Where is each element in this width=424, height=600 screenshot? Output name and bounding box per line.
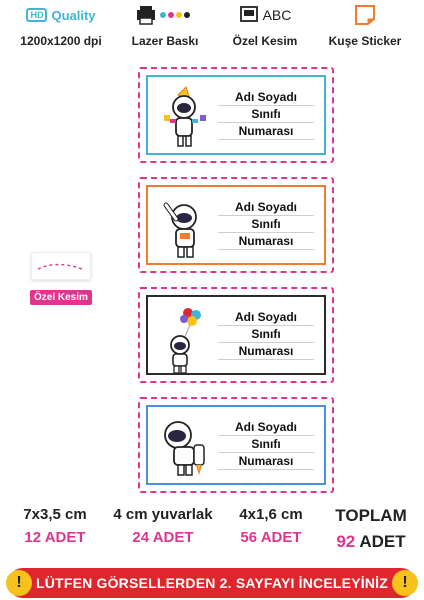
summary-count: 24 ADET bbox=[132, 529, 194, 546]
summary-size: 7x3,5 cm bbox=[23, 506, 87, 523]
field-number: Numarası bbox=[218, 233, 314, 250]
astronaut-party-icon bbox=[158, 85, 214, 155]
feature-label: Kuşe Sticker bbox=[328, 34, 402, 48]
warning-banner bbox=[8, 568, 416, 598]
sticker-card-2 bbox=[138, 177, 334, 273]
sticker-frame bbox=[146, 405, 326, 485]
field-lines bbox=[218, 199, 314, 250]
mini-cut-sample bbox=[31, 252, 91, 280]
field-number: Numarası bbox=[218, 123, 314, 140]
field-class: Sınıfı bbox=[218, 326, 314, 343]
field-name: Adı Soyadı bbox=[218, 89, 314, 106]
astronaut-rocket-icon bbox=[158, 415, 214, 485]
quality-title: Quality bbox=[51, 7, 96, 23]
custom-cut-badge: Özel Kesim bbox=[30, 290, 92, 305]
field-class: Sınıfı bbox=[218, 436, 314, 453]
dashed-cut-line-icon bbox=[32, 253, 90, 279]
feature-bar bbox=[0, 0, 424, 54]
field-number: Numarası bbox=[218, 453, 314, 470]
sticker-icon bbox=[312, 4, 418, 26]
summary-col-total bbox=[318, 506, 424, 552]
summary-size: 4x1,6 cm bbox=[239, 506, 303, 523]
feature-label: 1200x1200 dpi bbox=[20, 34, 102, 48]
feature-laser-print bbox=[112, 4, 218, 48]
warning-right-icon: ! bbox=[392, 570, 418, 596]
abc-cut-icon bbox=[212, 4, 318, 26]
sticker-card-4 bbox=[138, 397, 334, 493]
astronaut-balloons-icon bbox=[158, 305, 214, 375]
astronaut-dab-icon bbox=[158, 195, 214, 265]
sticker-frame bbox=[146, 75, 326, 155]
hd-badge: HD bbox=[26, 8, 47, 22]
summary-count: 56 ADET bbox=[240, 529, 302, 546]
summary-col-3 bbox=[218, 506, 324, 546]
field-lines bbox=[218, 89, 314, 140]
summary-row bbox=[0, 506, 424, 556]
field-class: Sınıfı bbox=[218, 106, 314, 123]
field-name: Adı Soyadı bbox=[218, 199, 314, 216]
field-lines bbox=[218, 419, 314, 470]
field-name: Adı Soyadı bbox=[218, 419, 314, 436]
field-class: Sınıfı bbox=[218, 216, 314, 233]
warning-text: LÜTFEN GÖRSELLERDEN 2. SAYFAYI İNCELEYİNİZ bbox=[36, 575, 388, 591]
hd-quality-icon bbox=[8, 4, 114, 26]
summary-col-2 bbox=[110, 506, 216, 546]
total-word: ADET bbox=[359, 532, 406, 551]
feature-label: Lazer Baskı bbox=[131, 34, 199, 48]
sticker-frame bbox=[146, 295, 326, 375]
printer-icon bbox=[112, 4, 218, 26]
summary-total-count bbox=[318, 532, 424, 552]
warning-left-icon: ! bbox=[6, 570, 32, 596]
sticker-frame bbox=[146, 185, 326, 265]
field-number: Numarası bbox=[218, 343, 314, 360]
total-number: 92 bbox=[336, 532, 356, 551]
sticker-card-1 bbox=[138, 67, 334, 163]
feature-label: Özel Kesim bbox=[232, 34, 298, 48]
field-lines bbox=[218, 309, 314, 360]
summary-count: 12 ADET bbox=[24, 529, 86, 546]
field-name: Adı Soyadı bbox=[218, 309, 314, 326]
feature-quality bbox=[8, 4, 114, 48]
feature-sticker bbox=[312, 4, 418, 48]
summary-total-title: TOPLAM bbox=[335, 506, 407, 525]
sticker-card-3 bbox=[138, 287, 334, 383]
summary-size: 4 cm yuvarlak bbox=[113, 506, 213, 523]
abc-text: ABC bbox=[262, 7, 292, 23]
feature-custom-cut bbox=[212, 4, 318, 48]
summary-col-1 bbox=[2, 506, 108, 546]
